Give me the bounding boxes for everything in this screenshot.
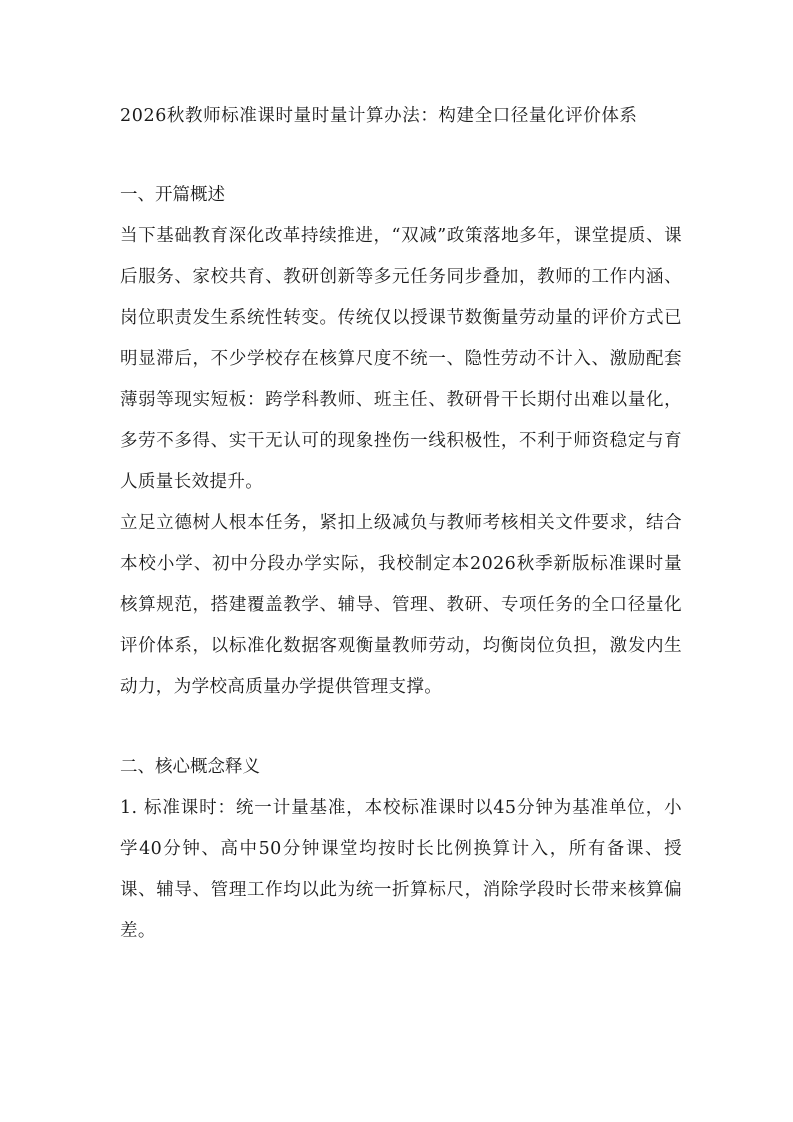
section-heading-overview: 一、开篇概述: [120, 185, 225, 205]
section-core-concepts: [120, 747, 682, 952]
overview-paragraph-2: 立足立德树人根本任务，紧扣上级减负与教师考核相关文件要求，结合本校小学、初中分段办学实际，我校制定本2026秋季新版标准课时量核算规范，搭建覆盖教学、辅导、管理、教研、专项任务的全口径量化评价体系，以标准化数据客观衡量教师劳动，均衡岗位负担，激发内生动力，为学校高质量办学提供管理支撑。: [120, 513, 682, 697]
overview-paragraph-1: 当下基础教育深化改革持续推进，“双减”政策落地多年，课堂提质、课后服务、家校共育、教研创新等多元任务同步叠加，教师的工作内涵、岗位职责发生系统性转变。传统仅以授课节数衡量劳动量的评价方式已明显滞后，不少学校存在核算尺度不统一、隐性劳动不计入、激励配套薄弱等现实短板：跨学科教师、班主任、教研骨干长期付出难以量化，多劳不多得、实干无认可的现象挫伤一线积极性，不利于师资稳定与育人质量长效提升。: [120, 226, 682, 492]
document-body: [120, 97, 682, 952]
section-overview: [120, 175, 682, 708]
standard-class-hour-definition: 1. 标准课时：统一计量基准，本校标准课时以45分钟为基准单位，小学40分钟、高中50分钟课堂均按时长比例换算计入，所有备课、授课、辅导、管理工作均以此为统一折算标尺，消除学段时长带来核算偏差。: [120, 798, 682, 941]
document-title: 2026秋教师标准课时量时量计算办法：构建全口径量化评价体系: [120, 106, 638, 126]
section-heading-core-concepts: 二、核心概念释义: [120, 757, 260, 777]
